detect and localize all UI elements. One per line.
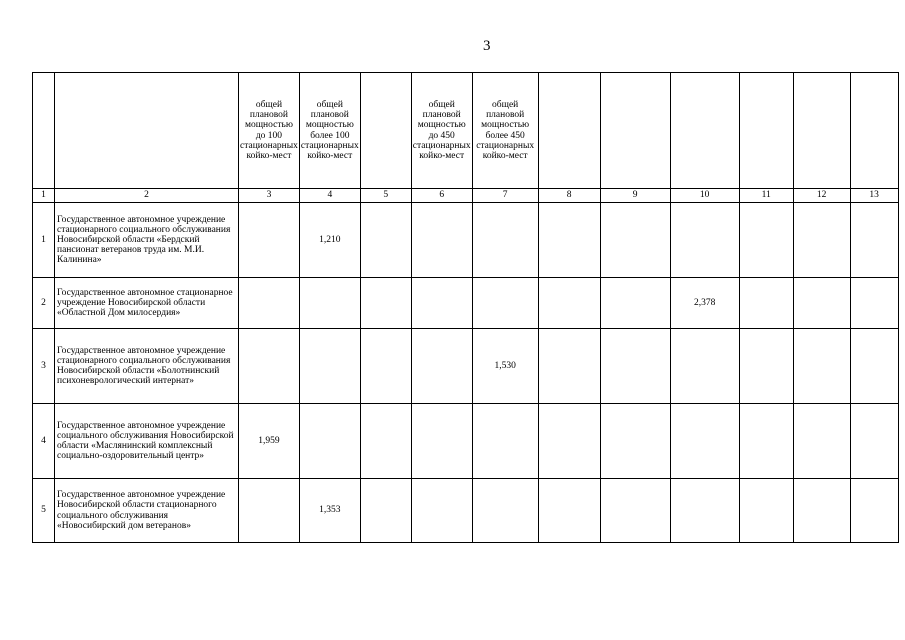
table-row (33, 278, 899, 329)
value-cell (670, 203, 739, 278)
header-cell (739, 73, 793, 189)
page-number: 3 (483, 38, 491, 54)
column-number: 5 (360, 189, 411, 203)
value-cell (670, 479, 739, 543)
institution-name: Государственное автономное учреждение стационарного социального обслуживания Новосибирской области «Бердский пансионат ветеранов труда им. М.И. Калинина» (55, 203, 239, 278)
value-cell (360, 203, 411, 278)
value-cell (472, 278, 538, 329)
value-cell (239, 203, 300, 278)
value-cell (299, 329, 360, 404)
header-cell (55, 73, 239, 189)
value-cell (472, 203, 538, 278)
value-cell (299, 278, 360, 329)
value-cell (538, 404, 600, 479)
value-cell (670, 404, 739, 479)
institution-name: Государственное автономное учреждение стационарного социального обслуживания Новосибирской области «Болотнинский психоневрологический интернат» (55, 329, 239, 404)
value-cell (739, 329, 793, 404)
header-cell (670, 73, 739, 189)
institution-name: Государственное автономное учреждение Новосибирской области стационарного социального обслуживания «Новосибирский дом ветеранов» (55, 479, 239, 543)
value-cell: 1,210 (299, 203, 360, 278)
column-number: 11 (739, 189, 793, 203)
value-cell (239, 479, 300, 543)
value-cell: 1,353 (299, 479, 360, 543)
value-cell (360, 479, 411, 543)
row-index: 2 (33, 278, 55, 329)
column-number: 12 (793, 189, 850, 203)
value-cell (739, 203, 793, 278)
value-cell (411, 203, 472, 278)
value-cell (538, 329, 600, 404)
value-cell (739, 278, 793, 329)
header-cell (850, 73, 898, 189)
table-row (33, 404, 899, 479)
column-number: 1 (33, 189, 55, 203)
row-index: 1 (33, 203, 55, 278)
table-row (33, 329, 899, 404)
column-number: 9 (600, 189, 670, 203)
institution-name: Государственное автономное стационарное учреждение Новосибирской области «Областной Дом милосердия» (55, 278, 239, 329)
value-cell (850, 404, 898, 479)
header-cell (33, 73, 55, 189)
value-cell: 1,959 (239, 404, 300, 479)
value-cell (472, 479, 538, 543)
value-cell (239, 278, 300, 329)
data-table (32, 72, 899, 543)
header-cell: общей плановой мощностью до 450 стационарных койко-мест (411, 73, 472, 189)
value-cell (600, 203, 670, 278)
value-cell (793, 404, 850, 479)
value-cell: 1,530 (472, 329, 538, 404)
column-number: 7 (472, 189, 538, 203)
value-cell (850, 278, 898, 329)
column-number-row (33, 189, 899, 203)
institution-name: Государственное автономное учреждение социального обслуживания Новосибирской области «Маслянинский комплексный социально-оздоровительный центр» (55, 404, 239, 479)
value-cell (850, 203, 898, 278)
value-cell (411, 329, 472, 404)
value-cell (538, 203, 600, 278)
value-cell (793, 329, 850, 404)
value-cell (739, 479, 793, 543)
column-number: 13 (850, 189, 898, 203)
value-cell (411, 479, 472, 543)
table-row (33, 479, 899, 543)
value-cell (600, 278, 670, 329)
value-cell (239, 329, 300, 404)
value-cell (739, 404, 793, 479)
value-cell (411, 278, 472, 329)
value-cell (360, 278, 411, 329)
table-row (33, 203, 899, 278)
column-number: 6 (411, 189, 472, 203)
column-number: 2 (55, 189, 239, 203)
value-cell (360, 329, 411, 404)
header-cell: общей плановой мощностью более 100 стационарных койко-мест (299, 73, 360, 189)
value-cell (670, 329, 739, 404)
column-number: 10 (670, 189, 739, 203)
value-cell (538, 278, 600, 329)
value-cell (850, 329, 898, 404)
column-number: 3 (239, 189, 300, 203)
value-cell (600, 404, 670, 479)
row-index: 3 (33, 329, 55, 404)
value-cell: 2,378 (670, 278, 739, 329)
header-cell: общей плановой мощностью более 450 стационарных койко-мест (472, 73, 538, 189)
value-cell (299, 404, 360, 479)
header-cell (600, 73, 670, 189)
column-number: 8 (538, 189, 600, 203)
column-number: 4 (299, 189, 360, 203)
value-cell (600, 329, 670, 404)
header-cell (538, 73, 600, 189)
value-cell (538, 479, 600, 543)
value-cell (360, 404, 411, 479)
value-cell (793, 479, 850, 543)
value-cell (472, 404, 538, 479)
row-index: 5 (33, 479, 55, 543)
header-cell (793, 73, 850, 189)
header-cell: общей плановой мощностью до 100 стационарных койко-мест (239, 73, 300, 189)
value-cell (411, 404, 472, 479)
value-cell (600, 479, 670, 543)
header-row (33, 73, 899, 189)
header-cell (360, 73, 411, 189)
value-cell (850, 479, 898, 543)
row-index: 4 (33, 404, 55, 479)
value-cell (793, 203, 850, 278)
value-cell (793, 278, 850, 329)
